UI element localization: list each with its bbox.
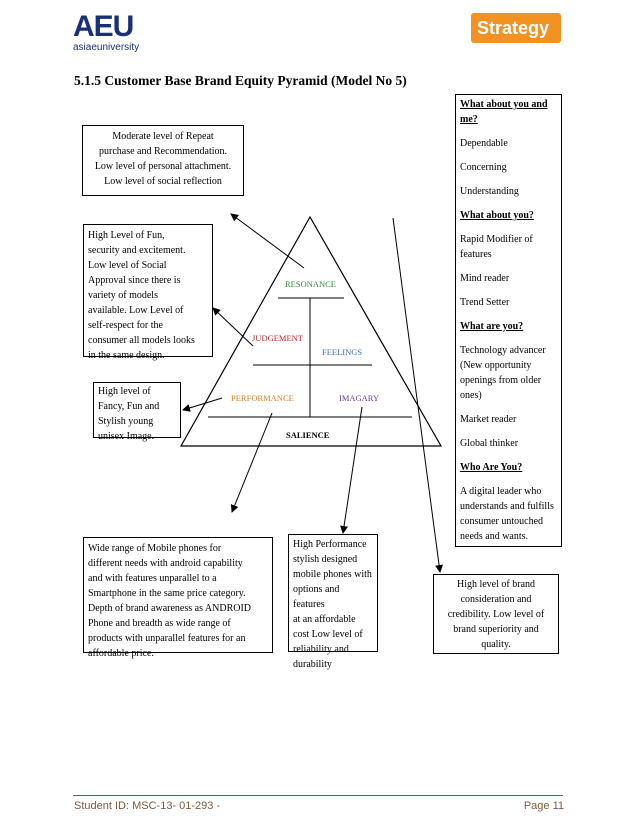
box-line: purchase and Recommendation. [98,146,227,157]
panel-heading: What about you? [460,210,534,221]
arrow-to-performance-box [232,413,272,512]
box-line: cost Low level of [293,629,363,640]
section-title: 5.1.5 Customer Base Brand Equity Pyramid (Model No 5) [74,73,407,88]
panel-item: A digital leader who understands and fulfills consumer untouched needs and wants. [460,486,554,542]
box-line: Wide range of Mobile phones for [88,543,222,554]
label-performance: PERFORMANCE [231,393,294,403]
panel-item: Trend Setter [460,297,510,308]
performance-description-box [83,537,273,659]
box-line: High Performance [293,539,367,550]
box-line: options and features [293,584,340,610]
box-line: at an affordable [293,614,356,625]
footer-page-number: Page 11 [523,800,564,812]
arrow-to-judgement-box [213,308,253,346]
box-line: consumer all models looks [88,335,195,346]
panel-item: Understanding [460,186,519,197]
box-line: reliability and [293,644,349,655]
box-line: Low level of social reflection [104,176,222,187]
panel-item: Dependable [460,138,508,149]
box-line: Smartphone in the same price category. [88,588,246,599]
box-line: mobile phones with [293,569,372,580]
panel-item: Concerning [460,162,507,173]
box-line: credibility. Low level of [447,609,545,620]
label-salience: SALIENCE [286,430,330,440]
box-line: Stylish young [98,416,154,427]
box-line: Depth of brand awareness as ANDROID [88,603,252,614]
label-feelings: FEELINGS [322,347,363,357]
box-line: unisex Image. [98,431,155,442]
box-line: self-respect for the [88,320,163,331]
box-line: Low level of personal attachment. [94,161,232,172]
box-line: Low level of Social [88,260,167,271]
arrow-to-resonance-box [231,214,304,268]
box-line: Phone and breadth as wide range of [88,618,231,629]
page-footer [74,800,564,812]
box-line: stylish designed [293,554,358,565]
arrow-to-imagery-box [343,407,362,533]
panel-heading: What are you? [460,321,524,332]
box-line: available. Low Level of [88,305,184,316]
strategy-logo: Strategy [471,13,561,43]
box-line: and with features unparallel to a [88,573,217,584]
footer-divider [73,795,563,796]
box-line: durability [293,659,332,670]
box-line: in the same design. [88,350,165,361]
resonance-description-box [82,125,244,196]
label-judgement: JUDGEMENT [252,333,303,343]
label-imagery: IMAGARY [339,393,380,403]
box-line: quality. [481,639,511,650]
logo-aeu-subtext: asiaeuniversity [73,42,140,53]
box-line: security and excitement. [88,245,186,256]
salience-description-box [433,574,559,654]
panel-item: Rapid Modifier of features [460,234,533,260]
box-line: Approval since there is [88,275,181,286]
feelings-description-box [93,382,181,442]
label-resonance: RESONANCE [285,279,337,289]
imagery-description-box [288,534,378,670]
judgement-description-box [83,224,213,361]
box-line: Fancy, Fun and [98,401,160,412]
box-line: products with unparallel features for an [88,633,246,644]
panel-heading: Who Are You? [460,462,523,473]
pyramid-outline [181,217,441,446]
footer-student-id: Student ID: MSC-13- 01-293 - [74,800,221,812]
box-line: Moderate level of Repeat [112,131,214,142]
brand-questions-panel [455,94,562,547]
box-line: High level of [98,386,151,397]
logo-aeu-text: AEU [73,10,134,43]
panel-item: Global thinker [460,438,519,449]
box-line: High Level of Fun, [88,230,165,241]
box-line: variety of models [88,290,158,301]
box-line: brand superiority and [453,624,539,635]
box-line: High level of brand [456,579,536,590]
box-line: consideration and [460,594,532,605]
arrow-to-salience-box [393,218,440,572]
box-line: affordable price. [88,648,154,659]
box-line: different needs with android capability [88,558,243,569]
panel-item: Market reader [460,414,517,425]
panel-item: Mind reader [460,273,510,284]
panel-heading: What about you and me? [460,99,548,125]
panel-item: Technology advancer (New opportunity openings from older ones) [460,345,546,401]
